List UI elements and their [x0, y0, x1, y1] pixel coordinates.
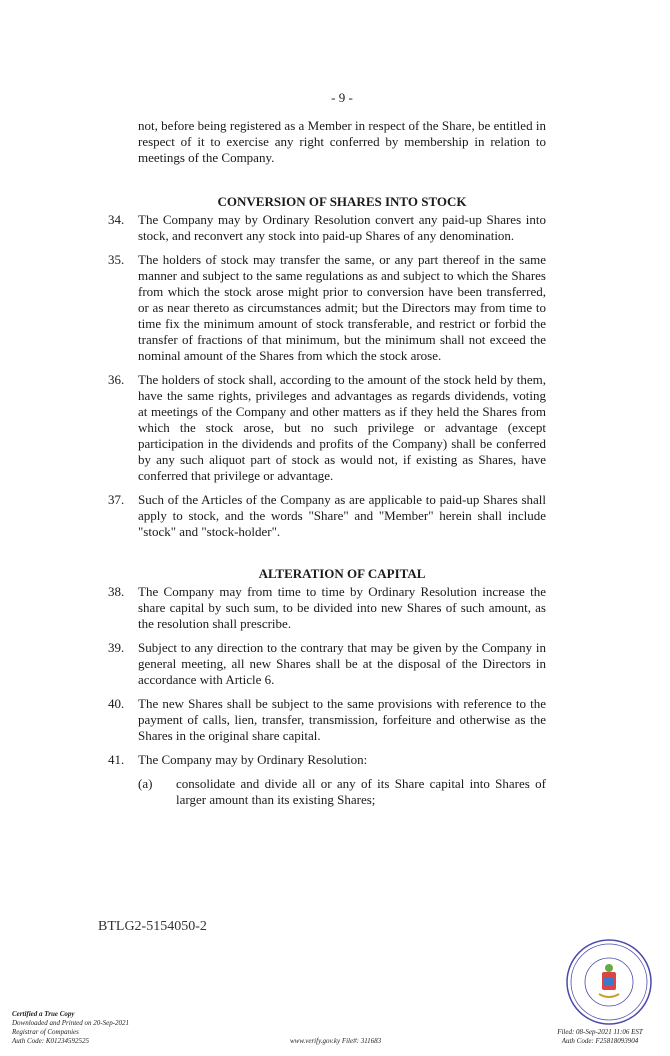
general-registry-seal-icon [565, 938, 653, 1026]
article [108, 640, 546, 688]
document-reference: BTLG2-5154050-2 [98, 919, 207, 934]
article-number: 39. [108, 640, 125, 655]
article-number: 36. [108, 372, 125, 387]
article-number: 40. [108, 696, 125, 711]
article-number: 35. [108, 252, 125, 267]
certification-block [12, 1010, 129, 1046]
article-number: 38. [108, 584, 125, 599]
intro-paragraph: not, before being registered as a Member in respect of the Share, be entitled in respect of it to exercise any right conferred by membership in relation to meetings of the Company. [138, 118, 546, 165]
article-text: Subject to any direction to the contrary that may be given by the Company in general meeting, all new Shares shall be at the disposal of the Directors in accordance with Article 6. [138, 640, 546, 687]
sub-item-label: (a) [138, 776, 153, 791]
article-text: The holders of stock shall, according to the amount of the stock held by them, have the same rights, privileges and advantages as regards dividends, voting at meetings of the Company and other matters as if they held the Shares from which the stock arose, but no such privilege or advantage (except participation in the dividends and profits of the Company) shall be conferred by any such aliquot part of stock as would not, if existing as Shares, have conferred that privilege or advantage. [138, 372, 546, 483]
sub-item-text: consolidate and divide all or any of its Share capital into Shares of larger amount than its existing Shares; [176, 776, 546, 807]
filed-date: Filed: 08-Sep-2021 11:06 EST [557, 1028, 643, 1036]
article-number: 34. [108, 212, 125, 227]
section-heading-conversion: CONVERSION OF SHARES INTO STOCK [217, 194, 467, 209]
article-number: 41. [108, 752, 125, 767]
page-number: - 9 - [331, 90, 353, 105]
article [108, 252, 546, 364]
article [108, 492, 546, 540]
verify-url: www.verify.gov.ky File#: 311683 [290, 1037, 382, 1045]
article [108, 372, 546, 484]
article [108, 212, 546, 244]
article [108, 584, 546, 632]
article-text: The Company may by Ordinary Resolution: [138, 752, 368, 767]
section-heading-alteration: ALTERATION OF CAPITAL [258, 566, 426, 581]
certified-label: Certified a True Copy [12, 1010, 75, 1018]
auth-code-right: Auth Code: F25818093904 [561, 1037, 639, 1045]
download-date: Downloaded and Printed on 20-Sep-2021 [12, 1019, 130, 1027]
article-text: The Company may from time to time by Ordinary Resolution increase the share capital by such sum, to be divided into new Shares of such amount, as the resolution shall prescribe. [138, 584, 546, 631]
sub-item [138, 776, 546, 808]
article-number: 37. [108, 492, 125, 507]
filing-block [540, 1028, 660, 1046]
registrar: Registrar of Companies [12, 1028, 79, 1036]
article-text: The new Shares shall be subject to the same provisions with reference to the payment of calls, lien, transfer, transmission, forfeiture and otherwise as the Shares in the original share capital. [138, 696, 546, 743]
article-text: The holders of stock may transfer the same, or any part thereof in the same manner and subject to the same regulations as and subject to which the Shares from which the stock arose might prior to conversion have been transferred, or as near thereto as circumstances admit; but the Directors may from time to time fix the minimum amount of stock transferable, and restrict or forbid the transfer of fractions of that minimum, but the minimum shall not exceed the nominal amount of the Shares from which the stock arose. [138, 252, 546, 363]
article-text: Such of the Articles of the Company as are applicable to paid-up Shares shall apply to stock, and the words "Share" and "Member" herein shall include "stock" and "stock-holder". [138, 492, 546, 539]
article-text: The Company may by Ordinary Resolution convert any paid-up Shares into stock, and reconvert any stock into paid-up Shares of any denomination. [138, 212, 546, 243]
auth-code-left: Auth Code: K01234592525 [12, 1037, 89, 1045]
article [108, 752, 546, 768]
article [108, 696, 546, 744]
